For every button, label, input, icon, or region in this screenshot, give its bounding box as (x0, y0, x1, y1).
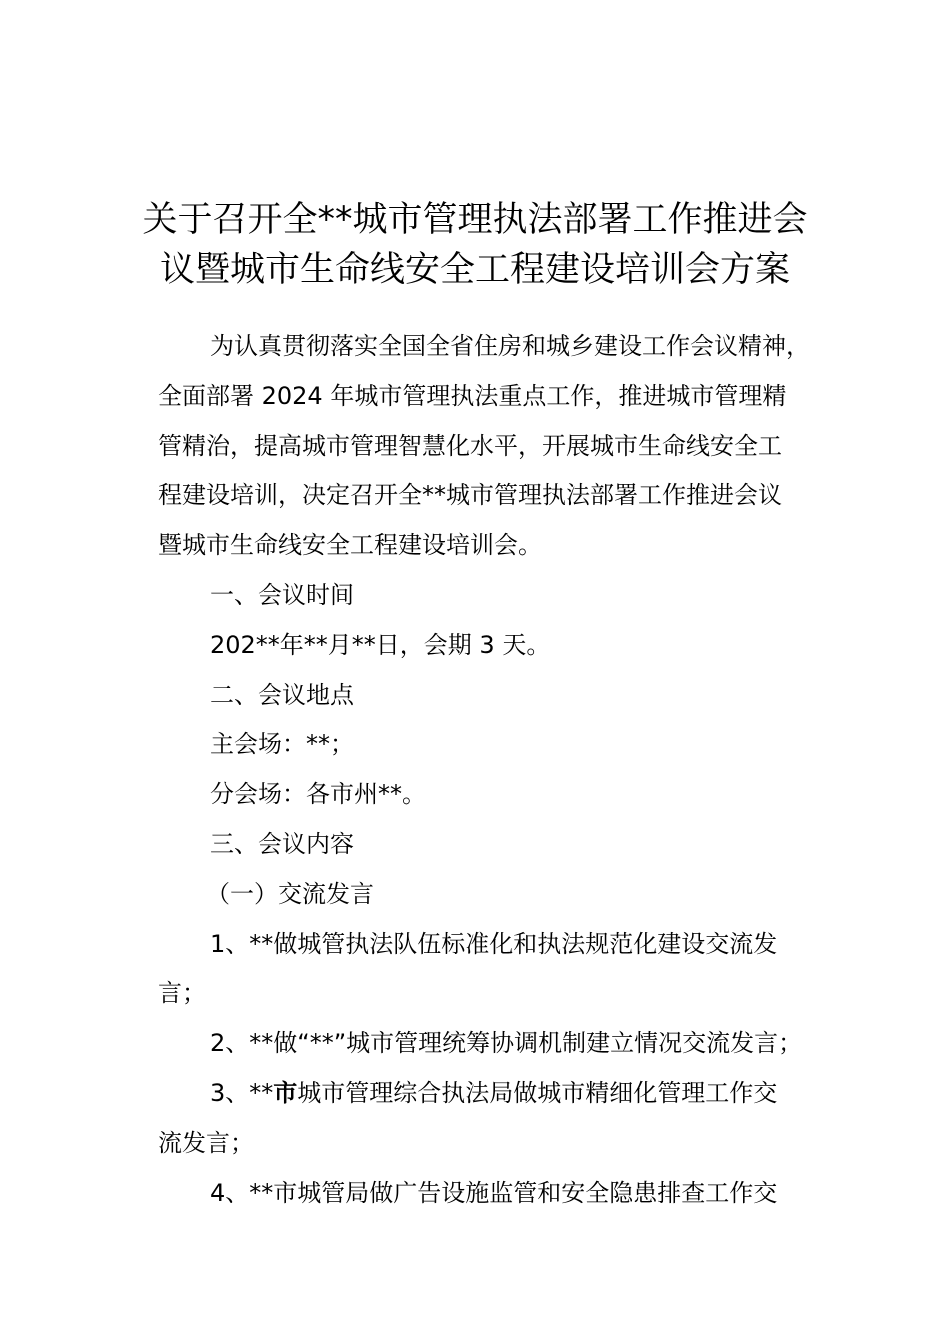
section2-heading: 二、会议地点 (210, 680, 354, 709)
section3-heading: 三、会议内容 (210, 829, 354, 858)
item-3-rest: 城市管理综合执法局做城市精细化管理工作交 (297, 1078, 778, 1107)
intro-line-3: 管精治，提高城市管理智慧化水平，开展城市生命线安全工 (158, 431, 782, 460)
item-3-line-1 (158, 1069, 858, 1119)
title-line-2: 议暨城市生命线安全工程建设培训会方案 (159, 250, 790, 291)
intro-line-1: 为认真贯彻落实全国全省住房和城乡建设工作会议精神， (210, 332, 810, 360)
item-3-prefix: 3、** (210, 1078, 274, 1107)
title-line-1: 关于召开全**城市管理执法部署工作推进会 (142, 200, 808, 241)
section1-heading: 一、会议时间 (210, 580, 354, 609)
main-venue: 主会场：**； (210, 730, 354, 759)
item-1-line-2: 言； (158, 979, 206, 1008)
item-4-line-1: 4、**市城管局做广告设施监管和安全隐患排查工作交 (210, 1178, 778, 1207)
branch-venue: 分会场：各市州**。 (210, 780, 426, 809)
item-2-line-1: 2、**做“**”城市管理统筹协调机制建立情况交流发言； (210, 1029, 803, 1058)
section3-subheading: （一）交流发言 (206, 879, 374, 908)
document-body (158, 322, 858, 1218)
intro-line-4: 程建设培训，决定召开全**城市管理执法部署工作推进会议 (158, 481, 782, 510)
item-3-bold: 市 (273, 1078, 298, 1107)
intro-line-5: 暨城市生命线安全工程建设培训会。 (158, 531, 542, 560)
item-1-line-1: 1、**做城管执法队伍标准化和执法规范化建设交流发 (210, 929, 778, 958)
document-title (110, 195, 840, 295)
item-3-line-2: 流发言； (158, 1128, 254, 1157)
intro-line-2: 全面部署 2024 年城市管理执法重点工作，推进城市管理精 (158, 381, 787, 410)
section1-content: 202**年**月**日，会期 3 天。 (210, 630, 551, 659)
